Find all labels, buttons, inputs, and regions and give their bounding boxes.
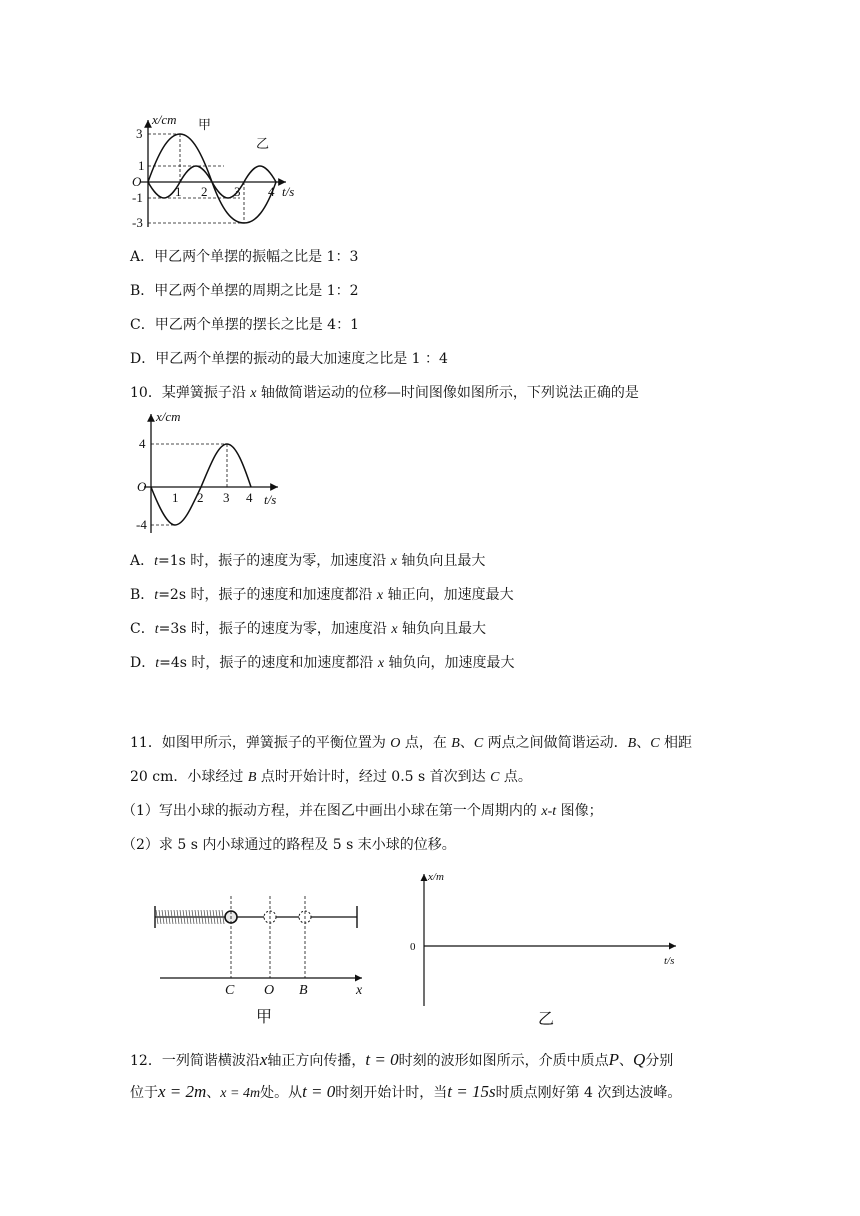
fig2-xtick: 1 bbox=[172, 490, 179, 505]
spring bbox=[156, 910, 224, 924]
q9-option-b: B．甲乙两个单摆的周期之比是 1：2 bbox=[130, 283, 359, 299]
label-o: O bbox=[264, 983, 275, 998]
figure-empty-xt-axes bbox=[400, 868, 690, 1030]
fig2-xtick: 4 bbox=[246, 490, 253, 505]
fig1-curve-b-label: 乙 bbox=[256, 136, 270, 151]
fig2-ylabel: x/cm bbox=[156, 409, 181, 424]
fig2-ytick: 4 bbox=[139, 436, 146, 451]
q9-option-a: A．甲乙两个单摆的振幅之比是 1：3 bbox=[130, 249, 359, 265]
q9-option-c: C．甲乙两个单摆的摆长之比是 4：1 bbox=[130, 317, 359, 333]
fig2-xlabel: t/s bbox=[264, 492, 277, 507]
caption-jia: 甲 bbox=[256, 1009, 273, 1026]
label-c: C bbox=[225, 983, 235, 998]
fig1-curve-a-label: 甲 bbox=[198, 117, 212, 132]
fig1-xlabel: t/s bbox=[282, 184, 295, 199]
q11-line-3: （1）写出小球的振动方程，并在图乙中画出小球在第一个周期内的 x-t 图像； bbox=[122, 803, 603, 819]
q12-line-2: 位于x = 2m、x = 4m处。从t = 0时刻开始计时，当t = 15s时质点刚好第 4 次到达波峰。 bbox=[130, 1082, 682, 1101]
fig1-ytick: 3 bbox=[136, 126, 143, 141]
fig2-xtick: 3 bbox=[223, 490, 230, 505]
q10-option-c: C．t=3s 时，振子的速度为零，加速度沿 x 轴负向且最大 bbox=[130, 621, 487, 637]
q10-option-d: D．t=4s 时，振子的速度和加速度都沿 x 轴负向，加速度最大 bbox=[130, 655, 515, 671]
fig4-zero: 0 bbox=[410, 941, 416, 953]
fig2-xtick: 2 bbox=[197, 490, 204, 505]
q11-line-4: （2）求 5 s 内小球通过的路程及 5 s 末小球的位移。 bbox=[122, 837, 456, 853]
fig4-ylabel: x/m bbox=[428, 871, 444, 883]
fig1-origin: O bbox=[132, 174, 142, 189]
figure-spring-apparatus bbox=[150, 890, 370, 1030]
q10-stem: 10．某弹簧振子沿 x 轴做简谐运动的位移—时间图像如图所示，下列说法正确的是 bbox=[130, 385, 639, 401]
fig1-ytick: -1 bbox=[132, 190, 143, 205]
label-b: B bbox=[299, 983, 308, 998]
fig1-ytick: 1 bbox=[138, 158, 145, 173]
fig2-ytick: -4 bbox=[136, 517, 147, 532]
figure-pendulum-xt-graph bbox=[128, 112, 318, 237]
fig1-xtick: 1 bbox=[175, 184, 182, 199]
fig1-xtick: 2 bbox=[201, 184, 208, 199]
caption-yi: 乙 bbox=[538, 1011, 555, 1028]
curve-oscillation bbox=[151, 444, 251, 525]
fig4-xlabel: t/s bbox=[664, 955, 675, 967]
figure-oscillator-xt-graph bbox=[130, 408, 290, 538]
q10-option-b: B．t=2s 时，振子的速度和加速度都沿 x 轴正向，加速度最大 bbox=[130, 587, 514, 603]
fig1-xtick: 4 bbox=[268, 184, 275, 199]
label-x: x bbox=[356, 983, 363, 998]
fig1-xtick: 3 bbox=[234, 184, 241, 199]
fig1-ylabel: x/cm bbox=[152, 112, 177, 127]
q11-line-1: 11．如图甲所示，弹簧振子的平衡位置为 O 点，在 B、C 两点之间做简谐运动．B、C 相距 bbox=[130, 735, 693, 751]
q11-line-2: 20 cm．小球经过 B 点时开始计时，经过 0.5 s 首次到达 C 点。 bbox=[130, 769, 532, 785]
fig2-origin: O bbox=[137, 479, 147, 494]
q9-option-d: D．甲乙两个单摆的振动的最大加速度之比是 1 ：4 bbox=[130, 351, 448, 367]
q12-line-1: 12．一列简谐横波沿x轴正方向传播，t = 0时刻的波形如图所示，介质中质点P、Q分别 bbox=[130, 1050, 674, 1069]
fig1-ytick: -3 bbox=[132, 215, 143, 230]
q10-option-a: A．t=1s 时，振子的速度为零，加速度沿 x 轴负向且最大 bbox=[130, 553, 486, 569]
